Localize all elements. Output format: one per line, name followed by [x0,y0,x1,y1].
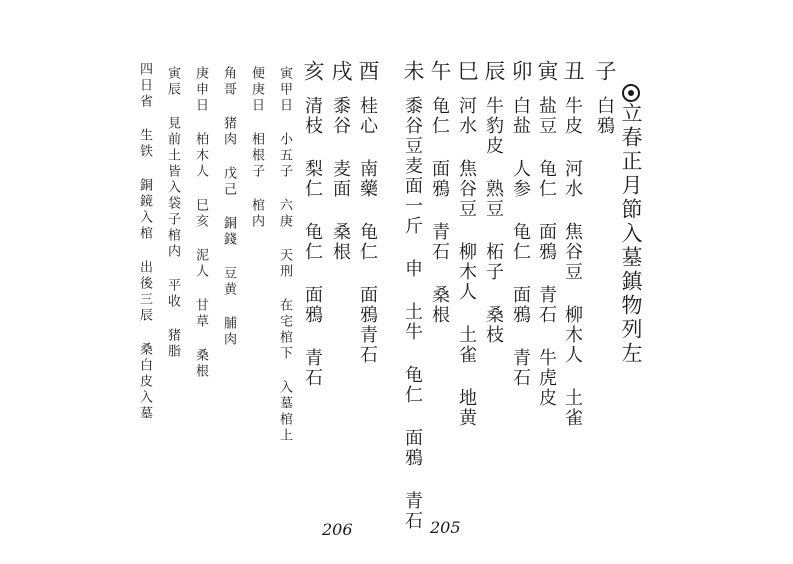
column-zi-items: 白鴉 [594,96,615,136]
branch-label-chou: 丑 [561,60,585,84]
note-column-5: 寅辰 見前土皆入袋子棺内 平收 猪脂 [165,66,180,360]
note-column-4: 庚申日 柏木人 巳亥 泥人 甘草 桑根 [193,66,208,380]
branch-label-wei: 未 [401,60,425,84]
branch-label-chen: 辰 [482,60,506,84]
branch-label-hai: 亥 [301,60,325,84]
column-wu-items: 龟仁 面鴉 青石 桑根 [429,96,450,325]
page-number-right: 205 [430,518,461,537]
column-wei-items: 黍谷豆麦面一斤 申 土牛 龟仁 面鴉 青石 [402,96,423,531]
column-si-items: 河水 焦谷豆 柳木人 土雀 地黄 [456,96,477,428]
branch-label-you: 酉 [356,60,380,84]
column-chou-items: 牛皮 河水 焦谷豆 柳木人 土雀 [562,96,583,428]
branch-label-mao: 卯 [509,60,533,84]
column-chen-items: 牛豹皮 熟豆 柘子 桑枝 [483,96,504,345]
column-xu-items: 黍谷 麦面 桑根 [330,96,351,262]
column-hai-items: 清枝 梨仁 龟仁 面鴉 青石 [302,96,323,388]
column-mao-items: 白盐 人参 龟仁 面鴉 青石 [510,96,531,388]
branch-label-yin: 寅 [535,60,559,84]
column-you-items: 桂心 南藥 龟仁 面鴉青石 [357,96,378,365]
page-title: 立春正月節入墓鎮物列左 [619,102,643,366]
note-column-1: 寅甲日 小五子 六庚 天刑 在宅棺下 入墓棺上 [277,66,292,444]
branch-label-wu: 午 [428,60,452,84]
branch-label-si: 巳 [455,60,479,84]
circle-mark-icon [622,84,640,102]
note-column-6: 四日省 生铁 銅鏡入棺 出後三辰 桑白皮入墓 [137,62,152,422]
column-yin-items: 盐豆 龟仁 面鴉 青石 牛虎皮 [536,96,557,408]
branch-label-xu: 戌 [329,60,353,84]
note-column-3: 角哥 猪肉 戊己 銅錢 豆黄 脯肉 [221,66,236,348]
branch-label-zi: 子 [593,60,617,84]
page-number-left: 206 [322,520,353,539]
note-column-2: 便庚日 相根子 棺内 [249,66,264,230]
